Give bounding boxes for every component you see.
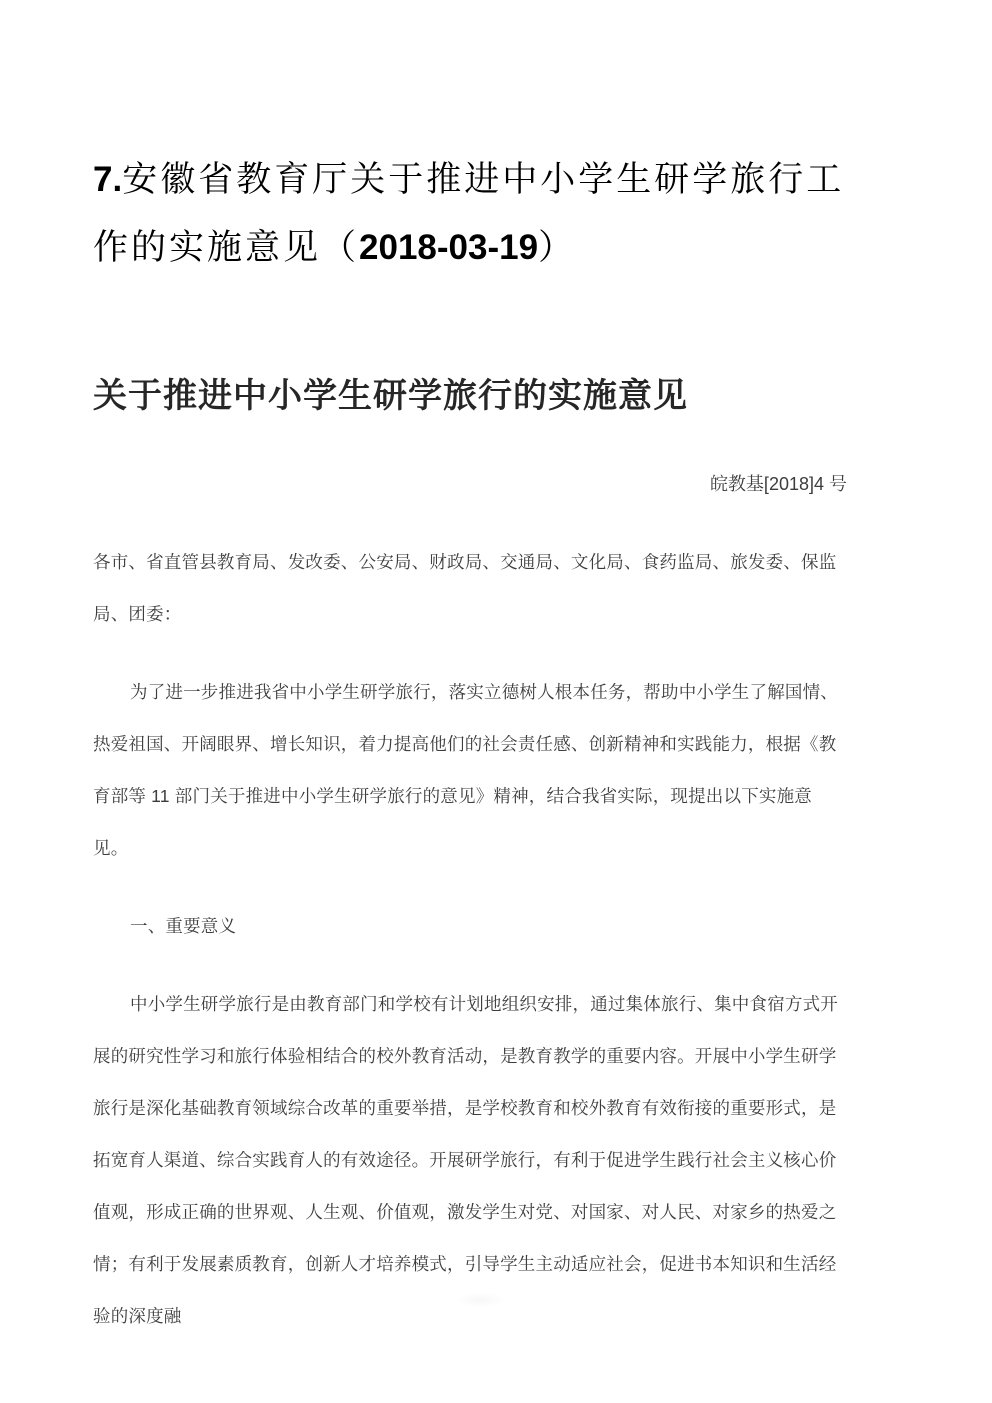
section-heading-importance: 一、重要意义 bbox=[130, 916, 237, 936]
intro-paragraph: 为了进一步推进我省中小学生研学旅行，落实立德树人根本任务，帮助中小学生了解国情、热爱祖国、开阔眼界、增长知识，着力提高他们的社会责任感、创新精神和实践能力，根据《教育部等 11 部门关于推进中小学生研学旅行的意见》精神，结合我省实际，现提出以下实施意见。 bbox=[93, 682, 838, 858]
chapter-title bbox=[93, 146, 847, 282]
chapter-title-date: 2018-03-19 bbox=[359, 228, 539, 267]
chapter-title-text: 安徽省教育厅关于推进中小学生研学旅行工作的实施意见 bbox=[93, 160, 845, 267]
addressee-paragraph: 各市、省直管县教育局、发改委、公安局、财政局、交通局、文化局、食药监局、旅发委、保监局、团委： bbox=[93, 552, 837, 624]
chapter-title-paren-open: （ bbox=[321, 228, 360, 267]
chapter-title-paren-close: ） bbox=[538, 228, 577, 267]
notice-title: 关于推进中小学生研学旅行的实施意见 bbox=[93, 377, 688, 415]
document-number: 皖教基[2018]4 号 bbox=[709, 474, 847, 494]
document-content bbox=[93, 146, 847, 1342]
chapter-number: 7. bbox=[93, 160, 123, 199]
importance-body-paragraph: 中小学生研学旅行是由教育部门和学校有计划地组织安排，通过集体旅行、集中食宿方式开展的研究性学习和旅行体验相结合的校外教育活动，是教育教学的重要内容。开展中小学生研学旅行是深化基础教育领域综合改革的重要举措，是学校教育和校外教育有效衔接的重要形式，是拓宽育人渠道、综合实践育人的有效途径。开展研学旅行，有利于促进学生践行社会主义核心价值观，形成正确的世界观、人生观、价值观，激发学生对党、对国家、对人民、对家乡的热爱之情；有利于发展素质教育，创新人才培养模式，引导学生主动适应社会，促进书本知识和生活经验的深度融 bbox=[93, 994, 838, 1326]
